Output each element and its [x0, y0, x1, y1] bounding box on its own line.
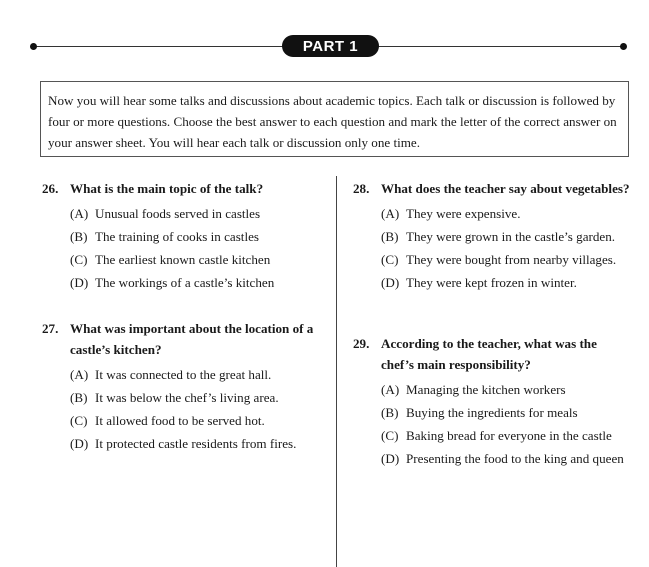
question-header	[353, 178, 633, 199]
part-title-badge: PART 1	[282, 35, 379, 57]
answer-option-c[interactable]	[381, 248, 633, 271]
answer-options	[381, 378, 633, 470]
option-letter: (C)	[381, 428, 399, 443]
option-letter: (A)	[70, 206, 89, 221]
option-text: They were kept frozen in winter.	[406, 275, 577, 290]
question-29	[353, 333, 633, 470]
answer-option-b[interactable]	[70, 386, 332, 409]
question-28	[353, 178, 633, 294]
answer-option-a[interactable]	[70, 363, 332, 386]
option-text: Presenting the food to the king and queen	[406, 451, 624, 466]
option-letter: (A)	[381, 206, 400, 221]
option-letter: (D)	[381, 451, 400, 466]
option-text: The training of cooks in castles	[95, 229, 259, 244]
header-rule-left-dot	[30, 43, 37, 50]
question-text: What is the main topic of the talk?	[70, 181, 264, 196]
option-text: Baking bread for everyone in the castle	[406, 428, 612, 443]
question-number: 29.	[353, 336, 370, 351]
option-text: Unusual foods served in castles	[95, 206, 261, 221]
answer-option-c[interactable]	[70, 248, 332, 271]
answer-option-c[interactable]	[70, 409, 332, 432]
question-text: According to the teacher, what was the chef’s main responsibility?	[381, 336, 597, 372]
answer-option-a[interactable]	[381, 378, 633, 401]
option-letter: (B)	[70, 229, 88, 244]
option-text: The earliest known castle kitchen	[95, 252, 271, 267]
answer-option-d[interactable]	[381, 271, 633, 294]
option-letter: (A)	[70, 367, 89, 382]
column-divider	[336, 176, 337, 567]
answer-option-d[interactable]	[381, 447, 633, 470]
option-letter: (B)	[381, 405, 399, 420]
question-header	[42, 318, 332, 360]
option-text: It protected castle residents from fires.	[95, 436, 297, 451]
answer-option-b[interactable]	[381, 225, 633, 248]
option-letter: (C)	[70, 413, 88, 428]
option-text: They were grown in the castle’s garden.	[406, 229, 616, 244]
answer-option-d[interactable]	[70, 271, 332, 294]
option-letter: (D)	[70, 275, 89, 290]
option-text: Buying the ingredients for meals	[406, 405, 578, 420]
question-text: What was important about the location of a castle’s kitchen?	[70, 321, 314, 357]
option-letter: (A)	[381, 382, 400, 397]
question-number: 27.	[42, 321, 59, 336]
option-text: It allowed food to be served hot.	[95, 413, 265, 428]
header-rule-right-dot	[620, 43, 627, 50]
answer-option-b[interactable]	[381, 401, 633, 424]
question-26	[42, 178, 332, 294]
answer-options	[70, 202, 332, 294]
option-letter: (C)	[70, 252, 88, 267]
instructions-box: Now you will hear some talks and discussions about academic topics. Each talk or discussion is followed by four or more questions. Choose the best answer to each question and mark the letter of the correct answer on your answer sheet. You will hear each talk or discussion only one time.	[40, 81, 629, 157]
option-letter: (C)	[381, 252, 399, 267]
answer-option-a[interactable]	[70, 202, 332, 225]
question-text: What does the teacher say about vegetables?	[381, 181, 630, 196]
question-number: 28.	[353, 181, 370, 196]
option-text: They were expensive.	[406, 206, 521, 221]
option-letter: (B)	[70, 390, 88, 405]
answer-option-d[interactable]	[70, 432, 332, 455]
answer-options	[381, 202, 633, 294]
question-header	[42, 178, 332, 199]
option-text: Managing the kitchen workers	[406, 382, 566, 397]
answer-option-c[interactable]	[381, 424, 633, 447]
option-text: The workings of a castle’s kitchen	[95, 275, 275, 290]
question-27	[42, 318, 332, 455]
question-header	[353, 333, 633, 375]
question-number: 26.	[42, 181, 59, 196]
option-letter: (D)	[381, 275, 400, 290]
option-text: They were bought from nearby villages.	[406, 252, 617, 267]
option-text: It was connected to the great hall.	[95, 367, 272, 382]
answer-option-b[interactable]	[70, 225, 332, 248]
answer-option-a[interactable]	[381, 202, 633, 225]
option-letter: (B)	[381, 229, 399, 244]
answer-options	[70, 363, 332, 455]
option-letter: (D)	[70, 436, 89, 451]
option-text: It was below the chef’s living area.	[95, 390, 279, 405]
